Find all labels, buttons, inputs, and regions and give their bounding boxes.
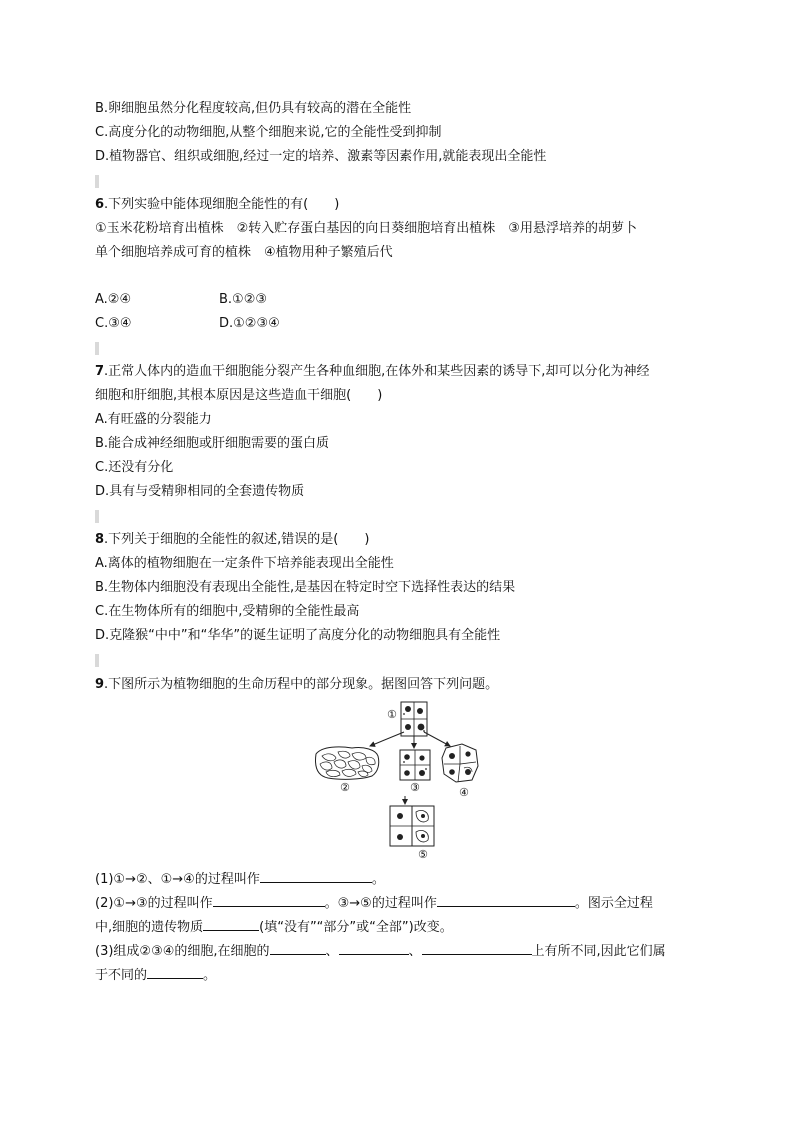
q9-sub3-cont bbox=[95, 966, 216, 984]
question-separator bbox=[95, 175, 99, 188]
answer-blank[interactable] bbox=[147, 966, 203, 979]
figure-label-3: ③ bbox=[410, 781, 420, 794]
q6-number: 6 bbox=[95, 197, 105, 212]
q5-option-d: D.植物器官、组织或细胞,经过一定的培养、激素等因素作用,就能表现出全能性 bbox=[95, 149, 547, 164]
q9-sub2-text-e: (填“没有”“部分”或“全部”)改变。 bbox=[259, 920, 453, 935]
q6-stem-line3: 单个细胞培养成可育的植株 ④植物用种子繁殖后代 bbox=[95, 245, 393, 260]
q9-sub2-text-a: (2)①→③的过程叫作 bbox=[95, 896, 213, 911]
q9-sub3-sep1: 、 bbox=[325, 944, 339, 959]
q9-sub3-text-a: (3)组成②③④的细胞,在细胞的 bbox=[95, 944, 270, 959]
answer-blank[interactable] bbox=[270, 942, 326, 955]
q9-sub3-text-b: 上有所不同,因此它们属 bbox=[531, 944, 666, 959]
q9-sub2-cont bbox=[95, 918, 453, 936]
q9-sub1-end: 。 bbox=[371, 872, 385, 887]
answer-blank[interactable] bbox=[213, 894, 325, 907]
cell-group-3 bbox=[400, 750, 430, 780]
figure-label-1: ① bbox=[387, 708, 397, 721]
q9-sub3 bbox=[95, 942, 666, 960]
answer-blank[interactable] bbox=[422, 942, 532, 955]
q9-sub1 bbox=[95, 870, 385, 888]
q9-sub3-text-c: 于不同的 bbox=[95, 968, 148, 983]
answer-blank[interactable] bbox=[339, 942, 409, 955]
q6-option-d: D.①②③④ bbox=[219, 316, 280, 331]
answer-blank[interactable] bbox=[260, 870, 372, 883]
q9-sub3-end: 。 bbox=[203, 968, 217, 983]
q6-stem-line2: ①玉米花粉培育出植株 ②转入贮存蛋白基因的向日葵细胞培育出植株 ③用悬浮培养的胡萝卜 bbox=[95, 221, 637, 236]
q6-stem bbox=[95, 197, 339, 213]
answer-blank[interactable] bbox=[437, 894, 575, 907]
figure-label-5: ⑤ bbox=[418, 848, 428, 861]
question-separator bbox=[95, 654, 99, 667]
q7-option-d: D.具有与受精卵相同的全套遗传物质 bbox=[95, 484, 305, 499]
plant-cell-differentiation-figure bbox=[300, 696, 500, 862]
q6-option-b: B.①②③ bbox=[219, 292, 268, 307]
arrow-1-to-4 bbox=[424, 732, 450, 746]
q6-option-c: C.③④ bbox=[95, 316, 132, 331]
q6-stem-text: .下列实验中能体现细胞全能性的有( ) bbox=[104, 197, 340, 212]
cell-group-1 bbox=[401, 702, 427, 736]
q7-option-b: B.能合成神经细胞或肝细胞需要的蛋白质 bbox=[95, 436, 330, 451]
q9-number: 9 bbox=[95, 677, 105, 692]
q8-stem-text: .下列关于细胞的全能性的叙述,错误的是( ) bbox=[104, 532, 370, 547]
q9-sub2 bbox=[95, 894, 653, 912]
q9-sub2-text-c: 。图示全过程 bbox=[574, 896, 653, 911]
q9-stem bbox=[95, 677, 498, 693]
q9-stem-text: .下图所示为植物细胞的生命历程中的部分现象。据图回答下列问题。 bbox=[104, 677, 499, 692]
q9-sub1-text: (1)①→②、①→④的过程叫作 bbox=[95, 872, 260, 887]
q8-number: 8 bbox=[95, 532, 105, 547]
q8-option-c: C.在生物体所有的细胞中,受精卵的全能性最高 bbox=[95, 604, 360, 619]
q8-option-a: A.离体的植物细胞在一定条件下培养能表现出全能性 bbox=[95, 556, 394, 571]
question-separator bbox=[95, 342, 99, 355]
figure-label-2: ② bbox=[340, 781, 350, 794]
cell-group-2 bbox=[316, 747, 379, 779]
q5-option-b: B.卵细胞虽然分化程度较高,但仍具有较高的潜在全能性 bbox=[95, 101, 412, 116]
answer-blank[interactable] bbox=[203, 918, 259, 931]
q8-option-d: D.克隆猴“中中”和“华华”的诞生证明了高度分化的动物细胞具有全能性 bbox=[95, 628, 501, 643]
q9-sub2-text-b: 。③→⑤的过程叫作 bbox=[324, 896, 437, 911]
question-separator bbox=[95, 510, 99, 523]
q7-option-c: C.还没有分化 bbox=[95, 460, 174, 475]
q7-stem-line2: 细胞和肝细胞,其根本原因是这些造血干细胞( ) bbox=[95, 388, 383, 403]
cell-group-4 bbox=[442, 744, 478, 782]
q9-sub3-sep2: 、 bbox=[408, 944, 422, 959]
q7-option-a: A.有旺盛的分裂能力 bbox=[95, 412, 212, 427]
q7-stem-text: .正常人体内的造血干细胞能分裂产生各种血细胞,在体外和某些因素的诱导下,却可以分化为神经 bbox=[104, 364, 650, 379]
q8-stem bbox=[95, 532, 369, 548]
q7-number: 7 bbox=[95, 364, 105, 379]
q8-option-b: B.生物体内细胞没有表现出全能性,是基因在特定时空下选择性表达的结果 bbox=[95, 580, 516, 595]
q9-sub2-text-d: 中,细胞的遗传物质 bbox=[95, 920, 204, 935]
arrow-1-to-2 bbox=[370, 732, 404, 746]
cell-group-5 bbox=[390, 806, 434, 846]
figure-label-4: ④ bbox=[459, 786, 469, 799]
q6-option-a: A.②④ bbox=[95, 292, 132, 307]
q7-stem bbox=[95, 364, 649, 380]
q5-option-c: C.高度分化的动物细胞,从整个细胞来说,它的全能性受到抑制 bbox=[95, 125, 442, 140]
